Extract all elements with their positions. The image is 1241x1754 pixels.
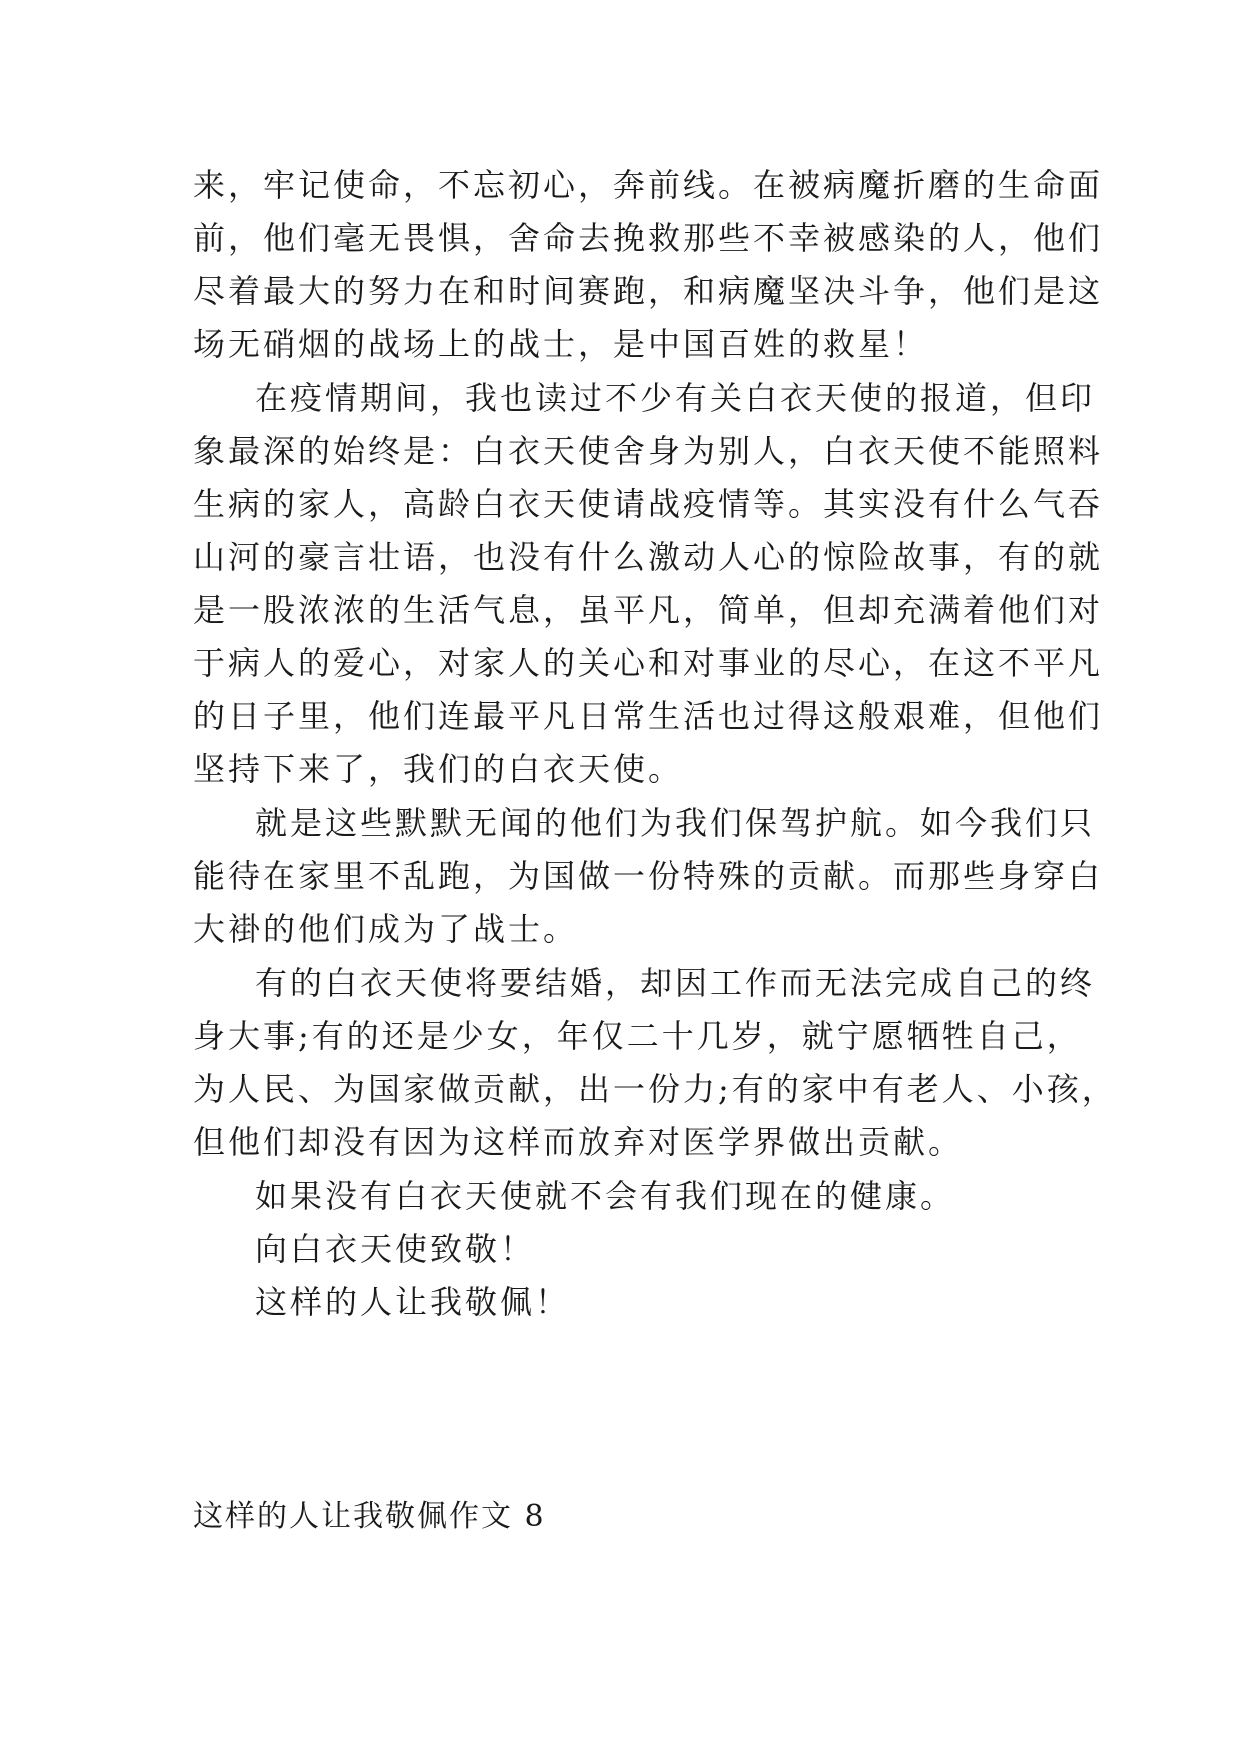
text-line: 的日子里，他们连最平凡日常生活也过得这般艰难，但他们	[193, 697, 1104, 735]
text-line: 来，牢记使命，不忘初心，奔前线。在被病魔折磨的生命面	[193, 166, 1104, 204]
text-line: 象最深的始终是：白衣天使舍身为别人，白衣天使不能照料	[193, 432, 1104, 470]
text-line: 前，他们毫无畏惧，舍命去挽救那些不幸被感染的人，他们	[193, 219, 1104, 257]
text-line: 能待在家里不乱跑，为国做一份特殊的贡献。而那些身穿白	[193, 857, 1104, 895]
text-line: 是一股浓浓的生活气息，虽平凡，简单，但却充满着他们对	[193, 591, 1104, 629]
text-line: 为人民、为国家做贡献，出一份力;有的家中有老人、小孩，	[193, 1070, 1117, 1108]
paragraph-first-line: 就是这些默默无闻的他们为我们保驾护航。如今我们只	[255, 804, 1096, 842]
paragraph-first-line: 如果没有白衣天使就不会有我们现在的健康。	[255, 1177, 956, 1215]
paragraph-first-line: 在疫情期间，我也读过不少有关白衣天使的报道，但印	[255, 379, 1096, 417]
text-line: 但他们却没有因为这样而放弃对医学界做出贡献。	[193, 1123, 964, 1161]
text-line: 场无硝烟的战场上的战士，是中国百姓的救星！	[193, 325, 929, 363]
text-line: 大褂的他们成为了战士。	[193, 910, 579, 948]
paragraph-first-line: 这样的人让我敬佩！	[255, 1283, 571, 1321]
paragraph-first-line: 有的白衣天使将要结婚，却因工作而无法完成自己的终	[255, 964, 1096, 1002]
text-line: 山河的豪言壮语，也没有什么激动人心的惊险故事，有的就	[193, 538, 1104, 576]
paragraph-first-line: 向白衣天使致敬！	[255, 1230, 536, 1268]
section-heading: 这样的人让我敬佩作文 8	[193, 1499, 546, 1534]
text-line: 身大事;有的还是少女，年仅二十几岁，就宁愿牺牲自己，	[193, 1017, 1082, 1055]
text-line: 坚持下来了，我们的白衣天使。	[193, 750, 684, 788]
text-line: 尽着最大的努力在和时间赛跑，和病魔坚决斗争，他们是这	[193, 272, 1104, 310]
text-line: 生病的家人，高龄白衣天使请战疫情等。其实没有什么气吞	[193, 485, 1104, 523]
text-line: 于病人的爱心，对家人的关心和对事业的尽心，在这不平凡	[193, 644, 1104, 682]
